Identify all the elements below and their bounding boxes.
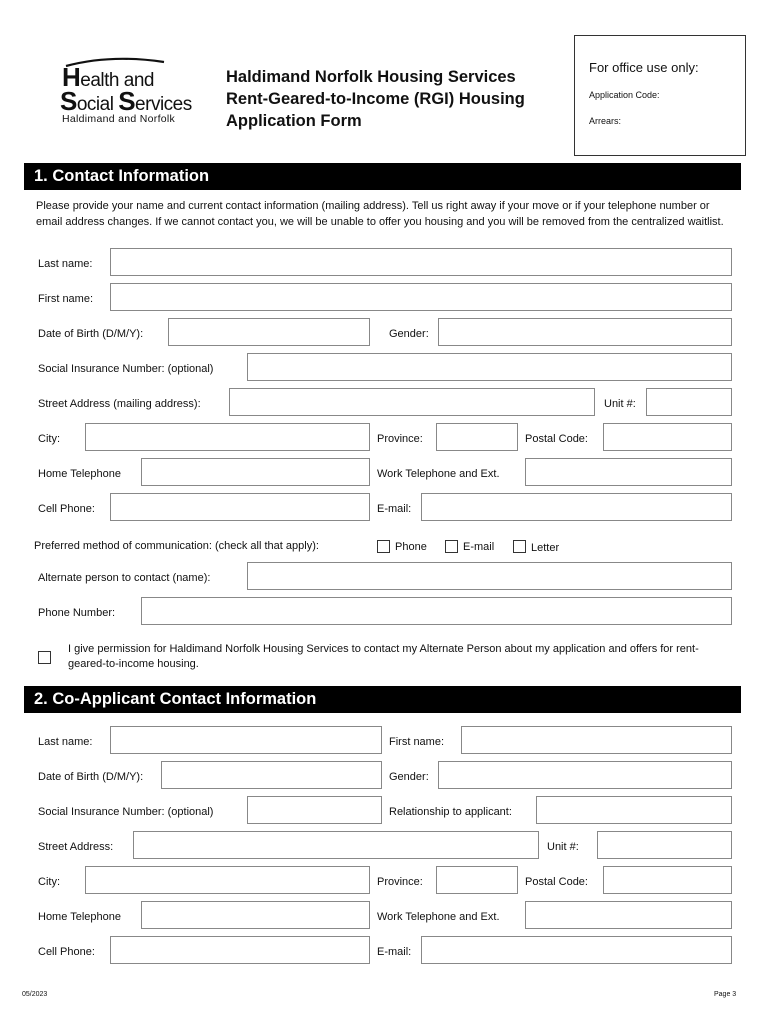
alt-phone-field[interactable]	[141, 597, 732, 625]
logo-line2: Social Services	[60, 86, 192, 116]
sin-label: Social Insurance Number: (optional)	[38, 363, 214, 375]
work-tel-label: Work Telephone and Ext.	[377, 468, 500, 480]
co-sin-label: Social Insurance Number: (optional)	[38, 806, 214, 818]
unit-label: Unit #:	[604, 398, 636, 410]
street-field[interactable]	[229, 388, 595, 416]
letter-option-label: Letter	[531, 542, 560, 554]
co-relationship-field[interactable]	[536, 796, 732, 824]
last-name-label: Last name:	[38, 258, 93, 270]
co-unit-field[interactable]	[597, 831, 732, 859]
alt-phone-label: Phone Number:	[38, 607, 116, 619]
cell-label: Cell Phone:	[38, 503, 95, 515]
co-province-field[interactable]	[436, 866, 518, 894]
co-last-name-field[interactable]	[110, 726, 382, 754]
home-tel-label: Home Telephone	[38, 468, 121, 480]
sin-field[interactable]	[247, 353, 732, 381]
city-label: City:	[38, 433, 60, 445]
co-dob-label: Date of Birth (D/M/Y):	[38, 771, 144, 783]
co-work-tel-label: Work Telephone and Ext.	[377, 911, 500, 923]
letter-checkbox[interactable]	[513, 540, 526, 553]
section1-header: 1. Contact Information	[24, 163, 741, 190]
home-tel-field[interactable]	[141, 458, 370, 486]
co-gender-label: Gender:	[389, 771, 429, 783]
application-code-label: Application Code:	[589, 90, 660, 100]
co-sin-field[interactable]	[247, 796, 382, 824]
alternate-field[interactable]	[247, 562, 732, 590]
title-line2: Rent-Geared-to-Income (RGI) Housing	[226, 90, 525, 108]
email-checkbox[interactable]	[445, 540, 458, 553]
co-postal-label: Postal Code:	[525, 876, 588, 888]
postal-label: Postal Code:	[525, 433, 588, 445]
gender-label: Gender:	[389, 328, 429, 340]
co-first-name-label: First name:	[389, 736, 445, 748]
co-postal-field[interactable]	[603, 866, 732, 894]
co-work-tel-field[interactable]	[525, 901, 732, 929]
email-option-label: E-mail	[463, 541, 495, 553]
form-title	[226, 66, 566, 132]
dob-field[interactable]	[168, 318, 370, 346]
section2-header: 2. Co-Applicant Contact Information	[24, 686, 741, 713]
alternate-label: Alternate person to contact (name):	[38, 572, 211, 584]
office-use-box	[574, 35, 746, 156]
last-name-field[interactable]	[110, 248, 732, 276]
co-gender-field[interactable]	[438, 761, 732, 789]
co-email-field[interactable]	[421, 936, 732, 964]
co-home-tel-label: Home Telephone	[38, 911, 121, 923]
province-field[interactable]	[436, 423, 518, 451]
logo-line3: Haldimand and Norfolk	[62, 113, 176, 125]
permission-checkbox[interactable]	[38, 651, 51, 664]
arrears-label: Arrears:	[589, 116, 622, 126]
logo-line1: Health and	[62, 62, 154, 92]
office-heading: For office use only:	[589, 60, 699, 75]
section1-intro: Please provide your name and current contact information (mailing address). Tell us right away if your move or if your telephone number or email address changes. If we cannot contact you, we will be unable to offer you housing and you will be removed from the centralized waitlist.	[36, 200, 724, 228]
logo	[56, 56, 206, 126]
co-street-label: Street Address:	[38, 841, 114, 853]
first-name-field[interactable]	[110, 283, 732, 311]
dob-label: Date of Birth (D/M/Y):	[38, 328, 144, 340]
footer-page: Page 3	[714, 991, 737, 998]
email-label: E-mail:	[377, 503, 412, 515]
co-province-label: Province:	[377, 876, 423, 888]
permission-text: I give permission for Haldimand Norfolk Housing Services to contact my Alternate Person about my application and offers for rent-geared-to-income housing.	[68, 643, 699, 670]
city-field[interactable]	[85, 423, 370, 451]
unit-field[interactable]	[646, 388, 732, 416]
co-email-label: E-mail:	[377, 946, 412, 958]
first-name-label: First name:	[38, 293, 94, 305]
preferred-label: Preferred method of communication: (check all that apply):	[34, 540, 319, 552]
title-line3: Application Form	[226, 112, 362, 130]
province-label: Province:	[377, 433, 423, 445]
postal-field[interactable]	[603, 423, 732, 451]
co-cell-label: Cell Phone:	[38, 946, 95, 958]
co-first-name-field[interactable]	[461, 726, 732, 754]
gender-field[interactable]	[438, 318, 732, 346]
co-relationship-label: Relationship to applicant:	[389, 806, 512, 818]
street-label: Street Address (mailing address):	[38, 398, 201, 410]
footer-date: 05/2023	[22, 991, 48, 998]
co-city-field[interactable]	[85, 866, 370, 894]
co-last-name-label: Last name:	[38, 736, 93, 748]
co-home-tel-field[interactable]	[141, 901, 370, 929]
cell-field[interactable]	[110, 493, 370, 521]
title-line1: Haldimand Norfolk Housing Services	[226, 68, 516, 86]
co-city-label: City:	[38, 876, 60, 888]
co-unit-label: Unit #:	[547, 841, 579, 853]
co-dob-field[interactable]	[161, 761, 382, 789]
co-cell-field[interactable]	[110, 936, 370, 964]
email-field[interactable]	[421, 493, 732, 521]
co-street-field[interactable]	[133, 831, 539, 859]
phone-option-label: Phone	[395, 541, 427, 553]
phone-checkbox[interactable]	[377, 540, 390, 553]
work-tel-field[interactable]	[525, 458, 732, 486]
